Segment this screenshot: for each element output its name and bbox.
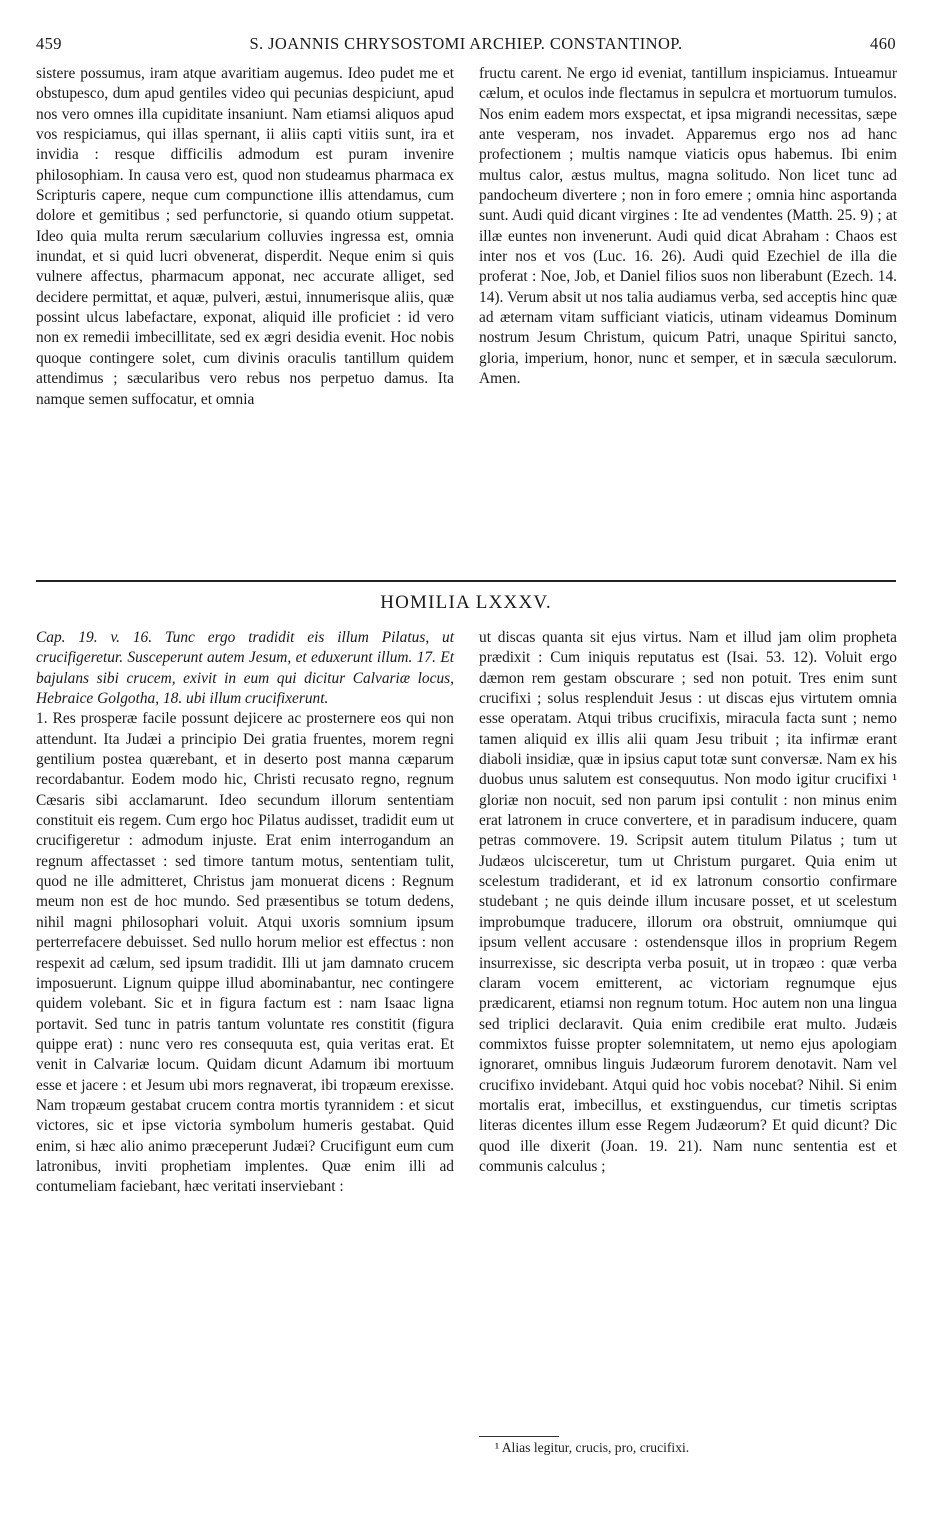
bottom-right-text: ut discas quanta sit ejus virtus. Nam et illud jam olim propheta prædixit : Cum iniquis reputatus est (Isai. 53. 12). Voluit ergo dæmon rem gestam obscurare ; sed non potuit. Tres enim sunt crucifixi ; solus resplenduit Jesus : ut discas ejus virtutem omnia esse operatam. Atqui tribus crucifixis, miracula facta sunt ; nemo tamen aliquid ex illis alii quam Jesu tribuit ; ita infirmæ erant diaboli insidiæ, quæ in ipsius caput totæ sunt conversæ. Nam ex his duobus unus salutem est consequutus. Non modo igitur crucifixi ¹ gloriæ non nocuit, sed non parum ipsi contulit : non minus enim erat latronem in cruce convertere, et in paradisum inducere, quam petras commovere. 19. Scripsit autem titulum Pilatus ; tum ut Judæos ulcisceretur, tum ut Christum purgaret. Quia enim ut scelestum tradiderant, et id ex latronum consortio confirmare studebant ; ne quis deinde illum incusare posset, et ut scelestum improbumque traducere, illorum ora obstruit, omniumque qui ipsum vellent accusare : ostendensque illos in proprium Regem insurrexisse, sic descripta verba posuit, ut in tropæo : quæ verba claram vocem emitterent, ac victoriam regnumque ejus prædicarent, etiamsi non regnum totum. Hoc autem non una lingua sed triplici declaravit. Quia enim credibile erat multo. Judæis commixtos fuisse propter solemnitatem, ut nemo ejus apologiam ignoraret, omnibus linguis Judæorum furorem denotavit. Nam vel crucifixo invidebant. Atqui quid hoc vobis nocebat? Nihil. Si enim mortalis erat, imbecillus, et exstinguendus, cur timetis scriptas literas dicentes illum esse Regem Judæorum? Et quid dicunt? Dic quod ille dixerit (Joan. 19. 21). Nam nunc sententia est et communis calculus ; — [479, 629, 897, 1175]
caput-verse: Cap. 19. v. 16. Tunc ergo tradidit eis illum Pilatus, ut crucifigeretur. Susceperunt autem Jesum, et eduxerunt illum. 17. Et bajulans sibi crucem, exivit in eum qui dicitur Calvariæ locus, Hebraice Golgotha, 18. ubi illum crucifixerunt. — [36, 629, 454, 708]
section-rule — [36, 580, 896, 582]
homily-title: HOMILIA LXXXV. — [380, 592, 552, 613]
top-left-column — [36, 64, 454, 410]
footnote: ¹ Alias legitur, crucis, pro, crucifixi. — [495, 1440, 690, 1455]
page-number-left: 459 — [36, 34, 62, 53]
bottom-right-column — [479, 628, 897, 1177]
top-right-text: fructu carent. Ne ergo id eveniat, tantillum inspiciamus. Intueamur cælum, et oculos inde flectamus in sepulcra et mortuorum tumulos. Nos enim eadem mors exspectat, et ipsa migrandi necessitas, sæpe ante vesperam, nos invadet. Apparemus ergo nos ad hanc profectionem ; multis namque viaticis opus habemus. Ibi enim multus calor, æstus multus, magna solitudo. Non licet tunc ad pandocheum divertere ; non in foro emere ; omnia hinc asportanda sunt. Audi quid dicant virgines : Ite ad vendentes (Matth. 25. 9) ; at illæ euntes non invenerunt. Audi quid dicat Abraham : Chaos est inter nos et vos (Luc. 16. 26). Audi quid Ezechiel de illa die proferat : Noe, Job, et Daniel filios suos non liberabunt (Ezech. 14. 14). Verum absit ut nos talia audiamus verba, sed acceptis hinc quæ ad æternam vitam sufficiant viaticis, utinam videamus Dominum nostrum Jesum Christum, quicum Patri, unaque Spiritui sancto, gloria, imperium, honor, nunc et semper, et in sæcula sæculorum. Amen. — [479, 65, 897, 388]
page-number-right: 460 — [870, 34, 896, 53]
bottom-left-text: 1. Res prosperæ facile possunt dejicere ac prosternere eos qui non attendunt. Ita Judæi a principio Dei gratia fruentes, morem regni gentilium postea quærebant, et in deserto post manna cæparum recordabantur. Eodem modo hic, Christi recusato regno, regnum Cæsaris sibi acclamarunt. Ideo secundum illorum sententiam constituit eis regem. Cum ergo hoc Pilatus audisset, tradidit eum ut crucifigeretur : admodum injuste. Erat enim interrogandum an regnum affectasset : sed timore tantum motus, sententiam tulit, quod ne ille admitteret, Christus jam monuerat dicens : Regnum meum non est de hoc mundo. Sed præsentibus se totum dedens, nihil magni philosophari voluit. Atqui uxoris somnium ipsum perterrefacere debuisset. Sed nullo horum melior est effectus : non respexit ad cælum, sed ipsum tradidit. Illi ut jam damnato crucem imposuerunt. Lignum quippe illud abominabantur, nec contingere quidem volebant. Sic et in figura factum est : nam Isaac ligna portavit. Sed tunc in patris tantum voluntate res constitit (figura quippe erat) : nunc vero res consequuta est, quia veritas erat. Et venit in Calvariæ locum. Quidam dicunt Adamum ibi mortuum esse et jacere : et Jesum ubi mors regnaverat, ibi tropæum erexisse. Nam tropæum gestabat crucem contra mortis tyrannidem : et sicut victores, sic et ipse victoria symbolum humeris gestabat. Quid enim, si hæc alio animo præceperunt Judæi? Crucifigunt eum cum latronibus, inviti prophetiam implentes. Quæ enim illi ad contumeliam faciebant, hæc veritati inserviebant : — [36, 710, 454, 1196]
footnote-rule — [479, 1436, 559, 1437]
top-left-text: sistere possumus, iram atque avaritiam augemus. Ideo pudet me et obstupesco, dum apud gentiles video qui pecunias despiciunt, apud nos vero omnes illa cupiditate insaniunt. Nam etiamsi aliquos apud vos respiciamus, qui illas spernant, ii aliis capti vitiis sunt, ira et invidia : resque difficilis admodum est puram invenire philosophiam. In causa vero est, quod non studeamus pharmaca ex Scripturis capere, neque cum compunctione illis attendamus, cum dolore et gemitibus ; sed perfunctorie, si quando otium suppetat. Ideo quia multa rerum sæcularium colluvies ingressa est, omnia inundat, et si quid lucri obvenerat, disperdit. Neque enim si quis vulnere affectus, pharmacum apponat, nec accurate alliget, sed decidere permittat, et aquæ, pulveri, æstui, innumerisque aliis, quæ possint ulcus labefactare, exponat, aliquid ille proficiet : id vero non ex remedii imbecillitate, sed ex ægri desidia evenit. Hoc nobis quoque contingere solet, cum divinis oraculis tantillum quidem attendimus ; sæcularibus vero rebus nos perpetuo damus. Ita namque semen suffocatur, et omnia — [36, 65, 454, 408]
top-right-column — [479, 64, 897, 390]
running-head — [28, 34, 904, 58]
running-title: S. JOANNIS CHRYSOSTOMI ARCHIEP. CONSTANTINOP. — [249, 34, 683, 53]
bottom-left-column — [36, 628, 454, 1198]
